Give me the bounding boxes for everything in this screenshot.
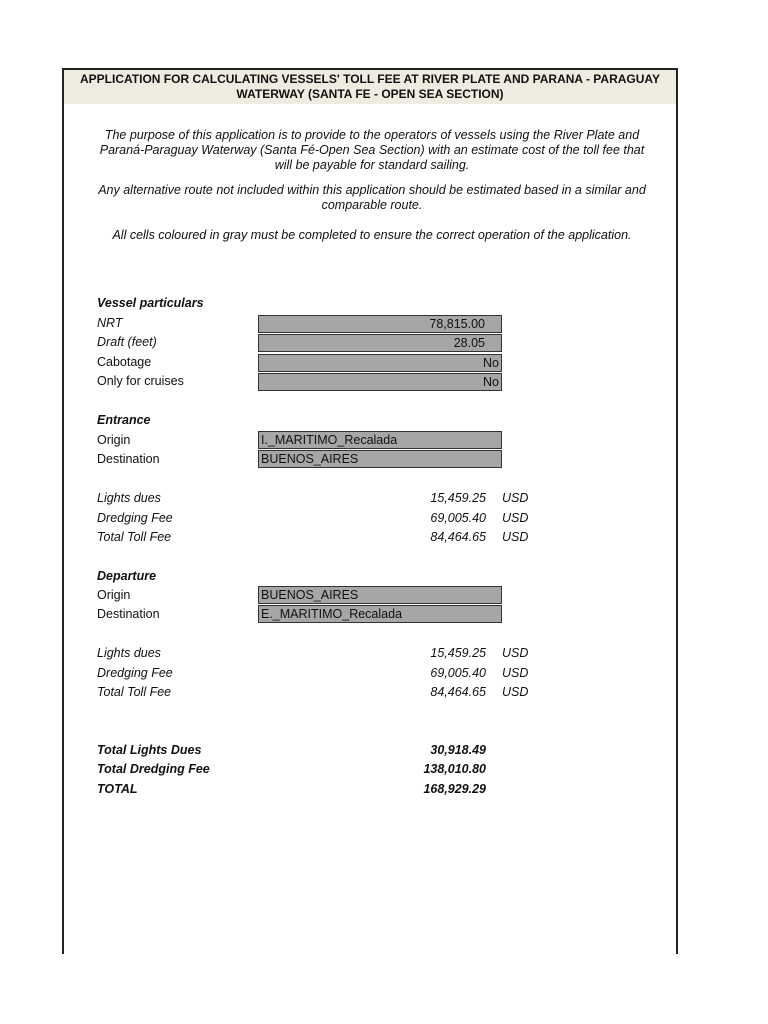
title-line-2: WATERWAY (SANTA FE - OPEN SEA SECTION) [236,87,504,101]
cruises-select[interactable]: No [258,373,502,391]
intro-paragraph-1: The purpose of this application is to provide to the operators of vessels using the River Plate and Paraná-Paraguay Waterway (Santa Fé-Open Sea Section) with an estimate cost of the toll fee that will be payable for standard sailing. [99,128,645,172]
departure-origin-select[interactable]: BUENOS_AIRES [258,586,502,604]
departure-dredging-unit: USD [502,666,529,680]
vessel-heading: Vessel particulars [97,296,204,310]
entrance-total-unit: USD [502,530,529,544]
departure-lights-unit: USD [502,646,529,660]
intro-paragraph-2: Any alternative route not included within this application should be estimated based in a similar and comparable route. [98,183,646,212]
departure-lights-value: 15,459.25 [430,646,486,660]
departure-destination-label: Destination [97,607,160,621]
entrance-heading: Entrance [97,413,151,427]
departure-total-label: Total Toll Fee [97,685,172,699]
entrance-destination-label: Destination [97,452,160,466]
departure-total-value: 84,464.65 [430,685,486,699]
spreadsheet-sheet [62,68,678,954]
total-dredging-value: 138,010.80 [423,762,486,776]
entrance-destination-select[interactable]: BUENOS_AIRES [258,450,502,468]
draft-input[interactable]: 28.05 [258,334,502,352]
total-lights-label: Total Lights Dues [97,743,202,757]
departure-lights-label: Lights dues [97,646,161,660]
title-line-1: APPLICATION FOR CALCULATING VESSELS' TOLL FEE AT RIVER PLATE AND PARANA - PARAGUAY [80,72,660,86]
cabotage-select[interactable]: No [258,354,502,372]
entrance-lights-unit: USD [502,491,529,505]
cruises-label: Only for cruises [97,374,184,388]
cabotage-label: Cabotage [97,355,152,369]
departure-dredging-label: Dredging Fee [97,666,173,680]
departure-dredging-value: 69,005.40 [430,666,486,680]
draft-label: Draft (feet) [97,335,157,349]
entrance-total-label: Total Toll Fee [97,530,172,544]
entrance-origin-label: Origin [97,433,131,447]
total-lights-value: 30,918.49 [430,743,486,757]
entrance-lights-label: Lights dues [97,491,161,505]
entrance-dredging-value: 69,005.40 [430,511,486,525]
total-dredging-label: Total Dredging Fee [97,762,210,776]
departure-destination-select[interactable]: E._MARITIMO_Recalada [258,605,502,623]
nrt-label: NRT [97,316,123,330]
entrance-lights-value: 15,459.25 [430,491,486,505]
entrance-origin-select[interactable]: I._MARITIMO_Recalada [258,431,502,449]
entrance-total-value: 84,464.65 [430,530,486,544]
departure-heading: Departure [97,569,157,583]
entrance-dredging-unit: USD [502,511,529,525]
nrt-input[interactable]: 78,815.00 [258,315,502,333]
departure-origin-label: Origin [97,588,131,602]
title-bar [64,70,676,104]
grand-total-label: TOTAL [97,782,138,796]
grand-total-value: 168,929.29 [423,782,486,796]
departure-total-unit: USD [502,685,529,699]
entrance-dredging-label: Dredging Fee [97,511,173,525]
intro-paragraph-3: All cells coloured in gray must be completed to ensure the correct operation of the application. [112,228,632,242]
